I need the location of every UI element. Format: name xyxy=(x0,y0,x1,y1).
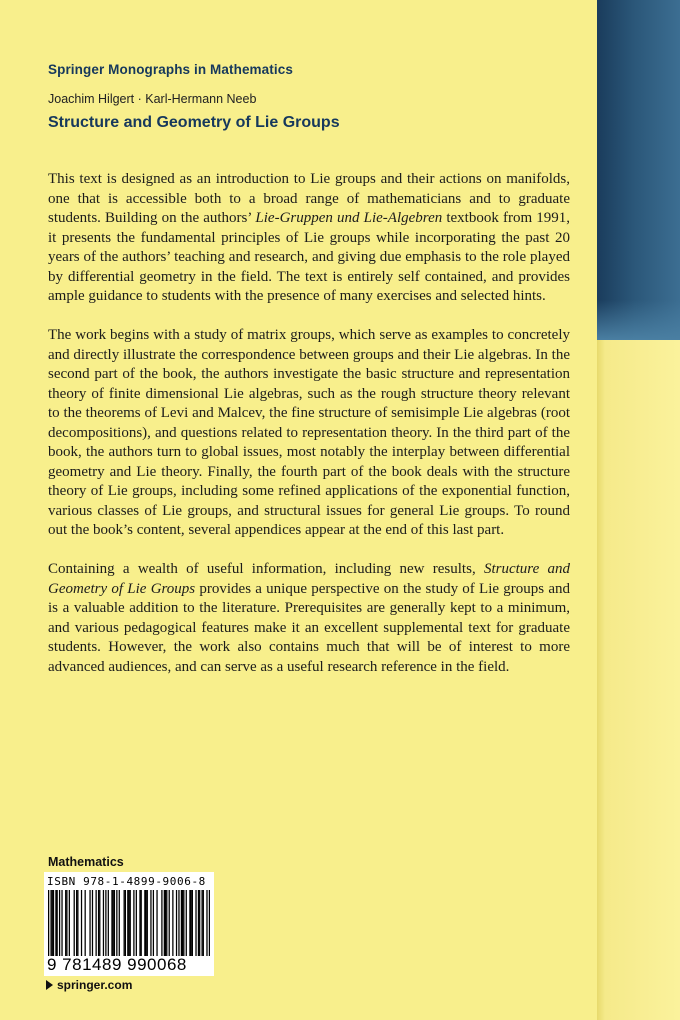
barcode-bar xyxy=(105,890,106,956)
barcode-bar xyxy=(74,890,75,956)
barcode-bar xyxy=(55,890,56,956)
barcode-bar xyxy=(89,890,90,956)
barcode-bar xyxy=(128,890,129,956)
barcode-bar xyxy=(124,890,125,956)
barcode-bar xyxy=(130,890,131,956)
barcode-bar xyxy=(201,890,202,956)
publisher-url: springer.com xyxy=(57,978,133,992)
blurb-p3-emphasis: Structure and Geometry of Lie Groups xyxy=(48,561,570,597)
barcode-bar xyxy=(166,890,167,956)
barcode-bar xyxy=(52,890,53,956)
blurb-p1-emphasis: Lie-Gruppen und Lie-Algebren xyxy=(255,210,443,226)
spine-blue-band xyxy=(597,0,680,340)
blurb-paragraph-1 xyxy=(48,170,570,307)
barcode-bar xyxy=(199,890,200,956)
barcode-bars xyxy=(48,890,210,956)
barcode-bar xyxy=(85,890,86,956)
barcode-bar xyxy=(203,890,204,956)
subject-label: Mathematics xyxy=(48,855,124,869)
barcode-bar xyxy=(176,890,177,956)
blurb-paragraph-2: The work begins with a study of matrix groups, which serve as examples to concretely and directly illustrate the correspondence between groups and their Lie algebras. In the second part of the book, the authors investigate the basic structure and representation theory of finite dimensional Lie algebras, such as the rough structure theory relevant to the theorems of Levi and Malcev, the fine structure of semisimple Lie algebras (root decompositions), and questions related to representation theory. In the third part of the book, the authors turn to global issues, most notably the interplay between differential geometry and Lie theory. Finally, the fourth part of the book deals with the structure theory of Lie groups, including some refined applications of the exponential function, various classes of Lie groups, and structural issues for general Lie groups. To round out the book’s content, several appendices appear at the end of this last part. xyxy=(48,327,570,538)
barcode-bar xyxy=(113,890,114,956)
barcode-bar xyxy=(150,890,151,956)
barcode-bar xyxy=(66,890,67,956)
barcode-bar xyxy=(147,890,148,956)
isbn-barcode xyxy=(44,872,214,976)
barcode-bar xyxy=(96,890,97,956)
barcode-bar xyxy=(119,890,120,956)
barcode-bar xyxy=(50,890,51,956)
barcode-bar xyxy=(161,890,162,956)
barcode-bar xyxy=(127,890,128,956)
barcode-bar xyxy=(136,890,137,956)
barcode-digits: 9 781489 990068 xyxy=(47,955,187,974)
barcode-bar xyxy=(77,890,78,956)
authors: Joachim Hilgert · Karl-Hermann Neeb xyxy=(48,92,257,106)
blurb-p1-text-a: This text is designed as an introduction to Lie groups and their actions on manifolds, one that is accessible both to a broad range of mathematicians and to graduate students. Building on the authors’ xyxy=(48,171,570,226)
barcode-bar xyxy=(183,890,184,956)
barcode-bar xyxy=(125,890,126,956)
barcode-bar xyxy=(61,890,62,956)
barcode-bar xyxy=(169,890,170,956)
barcode-bar xyxy=(198,890,199,956)
barcode-bar xyxy=(108,890,109,956)
barcode-bar xyxy=(59,890,60,956)
barcode-bar xyxy=(156,890,157,956)
book-title: Structure and Geometry of Lie Groups xyxy=(48,114,340,131)
series-name: Springer Monographs in Mathematics xyxy=(48,62,293,77)
barcode-bar xyxy=(144,890,145,956)
barcode-bar xyxy=(98,890,99,956)
barcode-bar xyxy=(195,890,196,956)
blurb-p3-text-a: Containing a wealth of useful information, including new results, xyxy=(48,561,484,577)
barcode-bar xyxy=(189,890,190,956)
barcode-bar xyxy=(141,890,142,956)
barcode-bar xyxy=(182,890,183,956)
barcode-bar xyxy=(139,890,140,956)
barcode-bar xyxy=(209,890,210,956)
blurb-p3-text-b: provides a unique perspective on the study of Lie groups and is a valuable addition to the literature. Prerequisites are generally kept to a minimum, and various pedagogical features make it an excellent supplemental text for graduate students. However, the work also contains much that will be of interest to more advanced audiences, and can serve as a useful research reference in the field. xyxy=(48,580,570,675)
barcode-bar xyxy=(186,890,187,956)
arrow-right-icon xyxy=(46,980,53,990)
barcode-bar xyxy=(153,890,154,956)
blurb-paragraph-3 xyxy=(48,560,570,677)
publisher-link[interactable] xyxy=(46,978,132,992)
barcode-bar xyxy=(53,890,54,956)
barcode-bar xyxy=(65,890,66,956)
barcode-bar xyxy=(191,890,192,956)
barcode-bar xyxy=(111,890,112,956)
barcode-bar xyxy=(165,890,166,956)
barcode-bar xyxy=(76,890,77,956)
barcode-bar xyxy=(103,890,104,956)
barcode-bar xyxy=(164,890,165,956)
barcode-bar xyxy=(145,890,146,956)
barcode-bar xyxy=(172,890,173,956)
barcode-bar xyxy=(181,890,182,956)
blurb-p1-text-b: textbook from 1991, it presents the fundamental principles of Lie groups while incorporating the past 20 years of the authors’ teaching and research, and giving due emphasis to the role played by differential geometry in the field. The text is entirely self contained, and provides ample guidance to students with the presence of many exercises and selected hints. xyxy=(48,210,570,304)
barcode-bar xyxy=(92,890,93,956)
barcode-bar xyxy=(178,890,179,956)
barcode-bar xyxy=(57,890,58,956)
barcode-bar xyxy=(69,890,70,956)
barcode-bar xyxy=(133,890,134,956)
barcode-bar xyxy=(99,890,100,956)
barcode-bar xyxy=(192,890,193,956)
barcode-bar xyxy=(206,890,207,956)
isbn-label: ISBN 978-1-4899-9006-8 xyxy=(47,875,206,888)
barcode-bar xyxy=(48,890,49,956)
barcode-bar xyxy=(116,890,117,956)
blurb xyxy=(48,170,570,697)
barcode-bar xyxy=(114,890,115,956)
barcode-bar xyxy=(81,890,82,956)
